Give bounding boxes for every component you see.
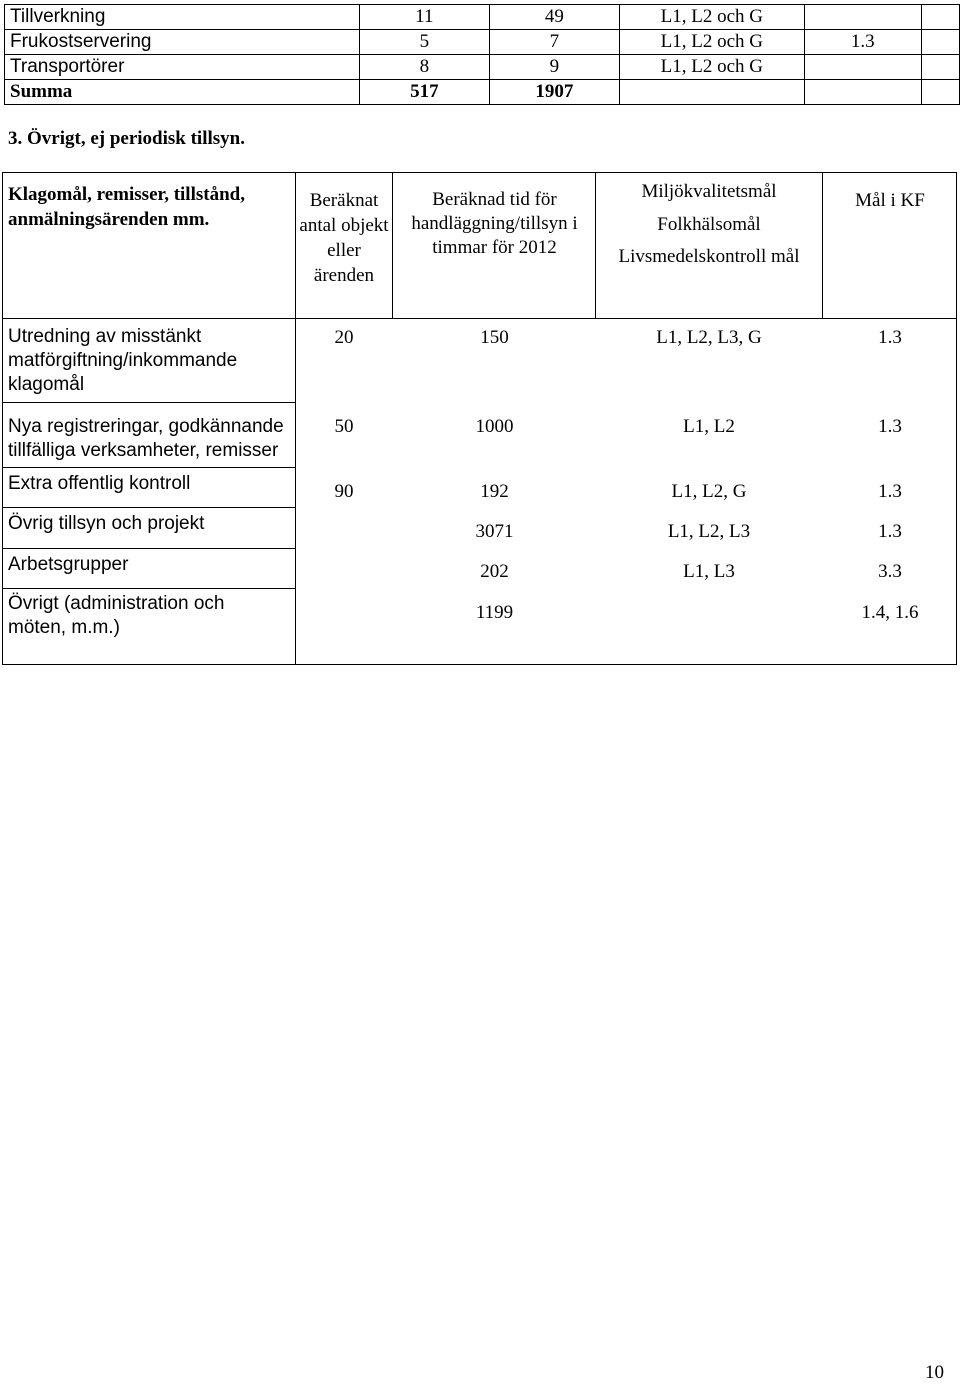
table-row — [5, 30, 960, 55]
kf-cell: 1.3 — [878, 521, 902, 542]
row-divider — [3, 507, 295, 508]
header-malkategori: Miljökvalitetsmål — [641, 181, 777, 202]
section-heading: 3. Övrigt, ej periodisk tillsyn. — [8, 128, 245, 149]
continuation-table — [4, 4, 960, 105]
mal-cell — [620, 80, 804, 105]
header-livsmedelsmal: Livsmedelskontroll mål — [618, 246, 800, 267]
empty-cell — [922, 30, 960, 55]
antal-cell: 517 — [360, 80, 490, 105]
mal-cell: L1, L2 och G — [620, 55, 804, 80]
header-antal: Beräknat antal objekt eller ärenden — [299, 190, 389, 286]
mal-cell: L1, L2, L3 — [667, 521, 751, 542]
row-label: Arbetsgrupper — [8, 554, 129, 575]
empty-cell — [922, 55, 960, 80]
header-timmar: Beräknad tid för handläggning/tillsyn i timmar för 2012 — [411, 189, 578, 258]
mal-cell: L1, L3 — [683, 561, 735, 582]
column-divider — [295, 318, 296, 664]
column-divider — [822, 173, 823, 318]
row-label: Frukostservering — [5, 30, 360, 55]
kf-cell — [804, 80, 922, 105]
column-divider — [295, 173, 296, 318]
table-row — [5, 5, 960, 30]
row-label: Summa — [5, 80, 360, 105]
timmar-cell: 192 — [480, 481, 509, 502]
kf-cell: 1.3 — [878, 416, 902, 437]
row-divider — [3, 402, 295, 403]
mal-cell: L1, L2 och G — [620, 30, 804, 55]
empty-cell — [922, 80, 960, 105]
row-label: Utredning av misstänkt matförgiftning/inkommande klagomål — [8, 326, 238, 395]
timmar-cell: 1000 — [475, 416, 514, 437]
antal-cell: 50 — [334, 416, 354, 437]
kf-cell: 3.3 — [878, 561, 902, 582]
header-folkhalsomal: Folkhälsomål — [657, 214, 761, 235]
kf-cell — [804, 55, 922, 80]
antal-cell: 20 — [334, 327, 354, 348]
row-label: Transportörer — [5, 55, 360, 80]
mal-cell: L1, L2 och G — [620, 5, 804, 30]
header-mal-kf: Mål i KF — [855, 190, 925, 211]
timmar-cell: 3071 — [475, 521, 514, 542]
kf-cell: 1.3 — [804, 30, 922, 55]
antal-cell: 5 — [360, 30, 490, 55]
column-divider — [595, 173, 596, 318]
timmar-cell: 202 — [480, 561, 509, 582]
row-label: Övrigt (administration och möten, m.m.) — [8, 593, 225, 638]
page-number: 10 — [925, 1362, 944, 1383]
header-category: Klagomål, remisser, tillstånd, anmälningsärenden mm. — [8, 184, 245, 230]
mal-cell: L1, L2 — [683, 416, 735, 437]
mal-cell: L1, L2, G — [671, 481, 747, 502]
empty-cell — [922, 5, 960, 30]
timmar-cell: 1907 — [489, 80, 620, 105]
timmar-cell: 1199 — [475, 602, 514, 623]
antal-cell: 90 — [334, 481, 354, 502]
timmar-cell: 7 — [489, 30, 620, 55]
antal-cell: 11 — [360, 5, 490, 30]
row-label: Övrig tillsyn och projekt — [8, 513, 205, 534]
mal-cell: L1, L2, L3, G — [656, 327, 762, 348]
kf-cell: 1.4, 1.6 — [861, 602, 919, 623]
row-divider — [3, 548, 295, 549]
column-divider — [392, 173, 393, 318]
row-label: Tillverkning — [5, 5, 360, 30]
tillsyn-table — [2, 172, 957, 665]
table-row — [5, 80, 960, 105]
row-label: Extra offentlig kontroll — [8, 473, 191, 494]
timmar-cell: 150 — [480, 327, 509, 348]
header-divider — [3, 318, 956, 319]
kf-cell — [804, 5, 922, 30]
timmar-cell: 49 — [489, 5, 620, 30]
timmar-cell: 9 — [489, 55, 620, 80]
kf-cell: 1.3 — [878, 481, 902, 502]
row-divider — [3, 467, 295, 468]
antal-cell: 8 — [360, 55, 490, 80]
kf-cell: 1.3 — [878, 327, 902, 348]
row-divider — [3, 588, 295, 589]
table-row — [5, 55, 960, 80]
row-label: Nya registreringar, godkännande tillfälliga verksamheter, remisser — [8, 416, 284, 461]
